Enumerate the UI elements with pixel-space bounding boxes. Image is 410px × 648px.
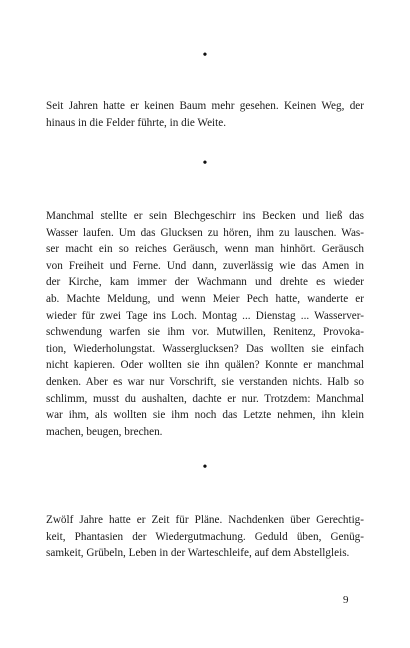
page-number: 9 [343, 594, 349, 606]
paragraph-line: denken. Aber es war nur Vorschrift, sie verstanden nichts. Halb so [46, 375, 364, 388]
paragraph-line: schwendung warfen sie ihm vor. Mutwillen, Renitenz, Provoka- [46, 326, 364, 339]
paragraph-line: Wasser laufen. Um das Glucksen zu hören, ihm zu lauschen. Was- [46, 226, 364, 239]
paragraph-line: ser macht ein so reiches Geräusch, wenn man hinhört. Geräusch [46, 243, 364, 256]
paragraph-3 [46, 512, 364, 562]
paragraph-line: Manchmal stellte er sein Blechgeschirr ins Becken und ließ das [46, 210, 364, 222]
paragraph-line: keit, Phantasien der Wiedergutmachung. Geduld üben, Genüg- [46, 530, 364, 543]
paragraph-line: nicht kapieren. Oder wollten sie ihn quälen? Konnte er manchmal [46, 359, 364, 372]
paragraph-line: wieder für zwei Tage ins Loch. Montag ... Dienstag ... Wasserver- [46, 309, 364, 322]
paragraph-line: samkeit, Grübeln, Leben in der Warteschleife, auf dem Abstellgleis. [46, 547, 350, 560]
paragraph-line: machen, beugen, brechen. [46, 425, 163, 438]
paragraph-line: Seit Jahren hatte er keinen Baum mehr gesehen. Keinen Weg, der [46, 100, 364, 112]
section-divider-2: • [202, 156, 208, 171]
section-divider-3: • [202, 460, 208, 475]
section-divider-1: • [202, 48, 208, 63]
paragraph-line: ab. Machte Meldung, und wenn Meier Pech hatte, wanderte er [46, 292, 364, 305]
paragraph-line: war ihm, als wollten sie ihm noch das Letzte nehmen, ihn klein [46, 409, 364, 422]
paragraph-line: Zwölf Jahre hatte er Zeit für Pläne. Nachdenken über Gerechtig- [46, 514, 364, 526]
paragraph-line: tion, Wiederholungstat. Wasserglucksen? Das wollten sie einfach [46, 342, 364, 355]
paragraph-line: von Freiheit und Ferne. Und dann, zuverlässig wie das Amen in [46, 259, 364, 272]
paragraph-2 [46, 208, 364, 440]
paragraph-line: schlimm, musst du aushalten, dachte er nur. Trotzdem: Manchmal [46, 392, 364, 405]
paragraph-1 [46, 98, 364, 131]
paragraph-line: hinaus in die Felder führte, in die Weite. [46, 116, 227, 129]
paragraph-line: der Kirche, kam immer der Wachmann und drehte es wieder [46, 276, 364, 289]
